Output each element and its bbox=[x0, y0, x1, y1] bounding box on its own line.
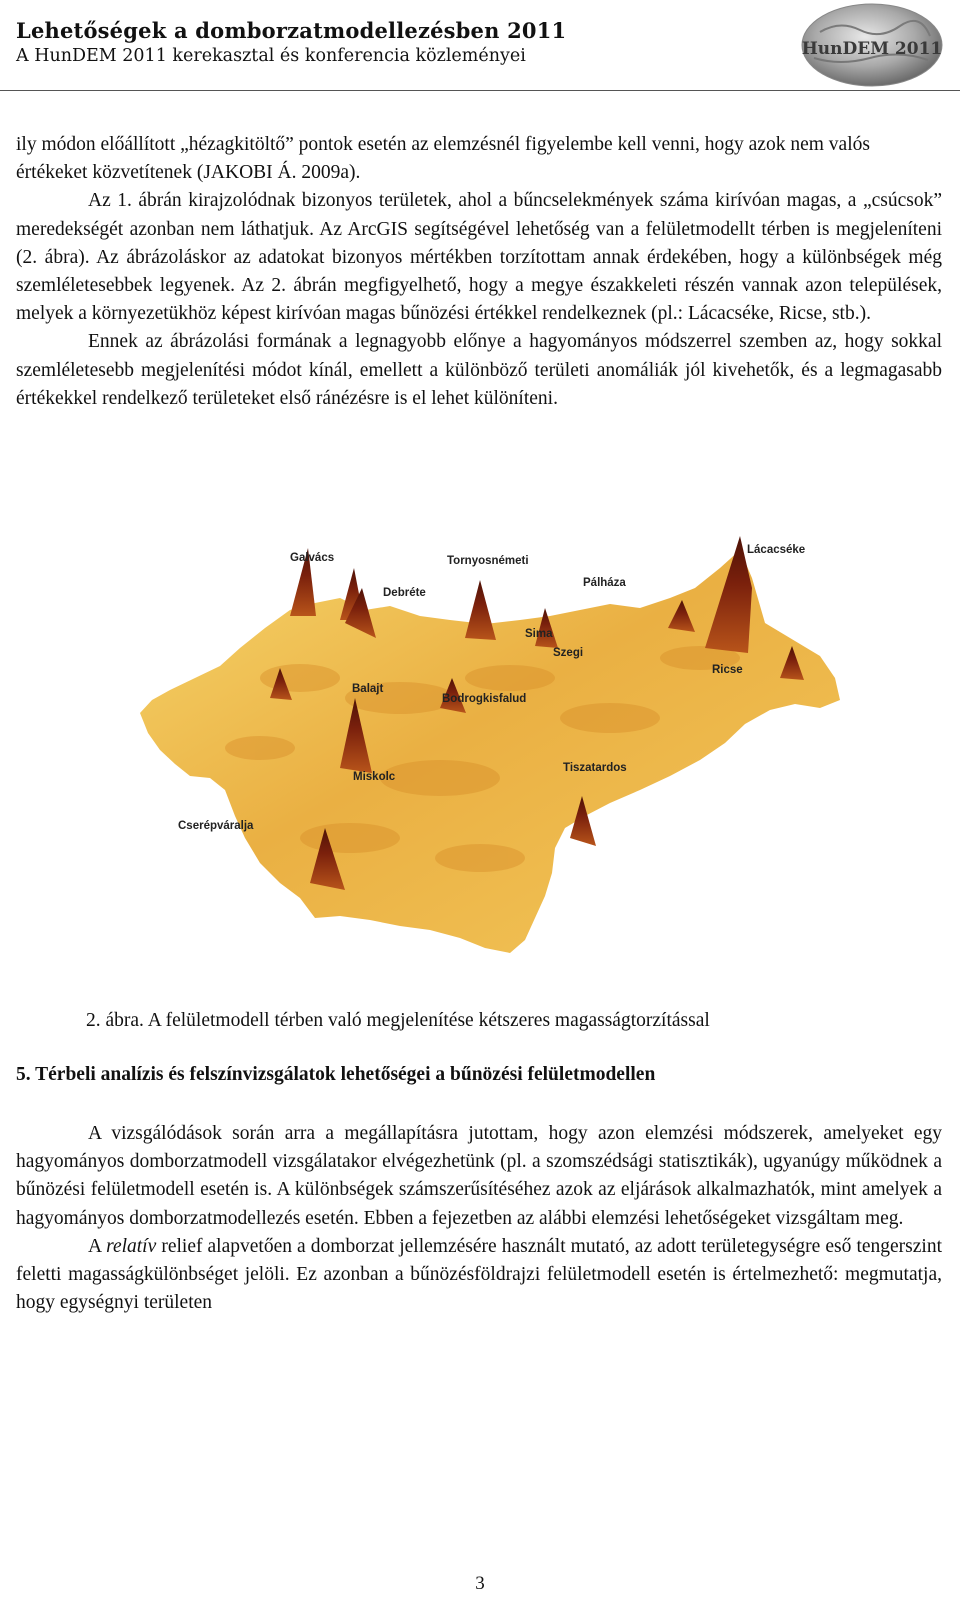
paragraph-4: A vizsgálódások során arra a megállapításra jutottam, hogy azon elemzési módszerek, amelyeket egy hagyományos domborzatmodell vizsgálatakor elvégezhetünk (pl. a szomszédsági statisztikák), ugyanúgy működnek a bűnözési felületmodell esetén is. A különbségek számszerűsítéséhez azok az eljárások alkalmazhatók, mint amelyek a hagyományos domborzatmodellezés esetén. Ebben a fejezetben az alábbi elemzési lehetőségeket vizsgáltam meg. bbox=[16, 1123, 942, 1229]
section-heading: 5. Térbeli analízis és felszínvizsgálatok lehetőségei a bűnözési felületmodellen bbox=[16, 1064, 656, 1085]
figure-caption: 2. ábra. A felületmodell térben való megjelenítése kétszeres magasságtorzítással bbox=[86, 1010, 710, 1031]
header-rule bbox=[0, 90, 960, 91]
paragraph-2: Az 1. ábrán kirajzolódnak bizonyos területek, ahol a bűncselekmények száma kirívóan magas, a „csúcsok” meredekségét azonban nem láthatjuk. Az ArcGIS segítségével lehetőség van a felületmodellt térben is megjeleníteni (2. ábra). Az ábrázoláskor az adatokat bizonyos mértékben torzítottam annak érdekében, hogy a különbségek még szemléletesebbek legyenek. Az 2. ábrán megfigyelhető, hogy a megye északkeleti részén vannak azon települések, melyek a környezetükhöz képest kirívóan magas bűnözési értékkel rendelkeznek (pl.: Lácacséke, Ricse, stb.). bbox=[16, 190, 942, 325]
paragraph-5-rest: relief alapvetően a domborzat jellemzésére használt mutató, az adott területegységre eső tengerszint feletti magasságkülönbséget jelöli. Ez azonban a bűnözésföldrajzi felületmodell esetén is értelmezhető: megmutatja, hogy egységnyi területen bbox=[16, 1235, 942, 1314]
label-balajt: Balajt bbox=[352, 683, 384, 695]
hundem-logo bbox=[800, 2, 944, 88]
paragraph-1: ily módon előállított „hézagkitöltő” pontok esetén az elemzésnél figyelembe kell venni, hogy azok nem valós értékeket közvetítenek (JAKOBI Á. 2009a). bbox=[16, 134, 870, 184]
label-szegi: Szegi bbox=[553, 647, 584, 659]
label-ricse: Ricse bbox=[712, 664, 743, 676]
paragraph-5 bbox=[16, 1233, 942, 1318]
label-galvacs: Galvács bbox=[290, 552, 335, 564]
label-bodrogkisfalud: Bodrogkisfalud bbox=[442, 693, 527, 705]
surface-model-figure bbox=[140, 528, 950, 963]
label-tornyosnemeti: Tornyosnémeti bbox=[447, 555, 529, 567]
label-sima: Sima bbox=[525, 628, 553, 640]
page-header bbox=[0, 0, 960, 92]
page-number: 3 bbox=[475, 1573, 485, 1594]
body-text-bottom bbox=[16, 1120, 942, 1317]
label-lacacseke: Lácacséke bbox=[747, 544, 806, 556]
paragraph-5-start: A bbox=[88, 1235, 107, 1257]
label-miskolc: Miskolc bbox=[353, 771, 396, 783]
label-tiszatardos: Tiszatardos bbox=[563, 762, 627, 774]
paragraph-5-emphasis: relatív bbox=[106, 1235, 157, 1257]
paragraph-3: Ennek az ábrázolási formának a legnagyobb előnye a hagyományos módszerrel szemben az, hogy sokkal szemléletesebb megjelenítési módot kínál, emellett a különböző területi anomáliák jól kivehetők, és a legmagasabb értékekkel rendelkező területeket első ránézésre is el lehet különíteni. bbox=[16, 331, 942, 409]
body-text-top bbox=[16, 131, 942, 413]
label-debrete: Debréte bbox=[383, 587, 426, 599]
header-title: Lehetőségek a domborzatmodellezésben 2011 bbox=[16, 18, 567, 43]
logo-text: HunDEM 2011 bbox=[801, 39, 943, 59]
label-cserepvaralja: Cserépváralja bbox=[178, 820, 254, 832]
header-subtitle: A HunDEM 2011 kerekasztal és konferencia közleményei bbox=[16, 46, 526, 66]
label-palhaza: Pálháza bbox=[583, 577, 626, 589]
